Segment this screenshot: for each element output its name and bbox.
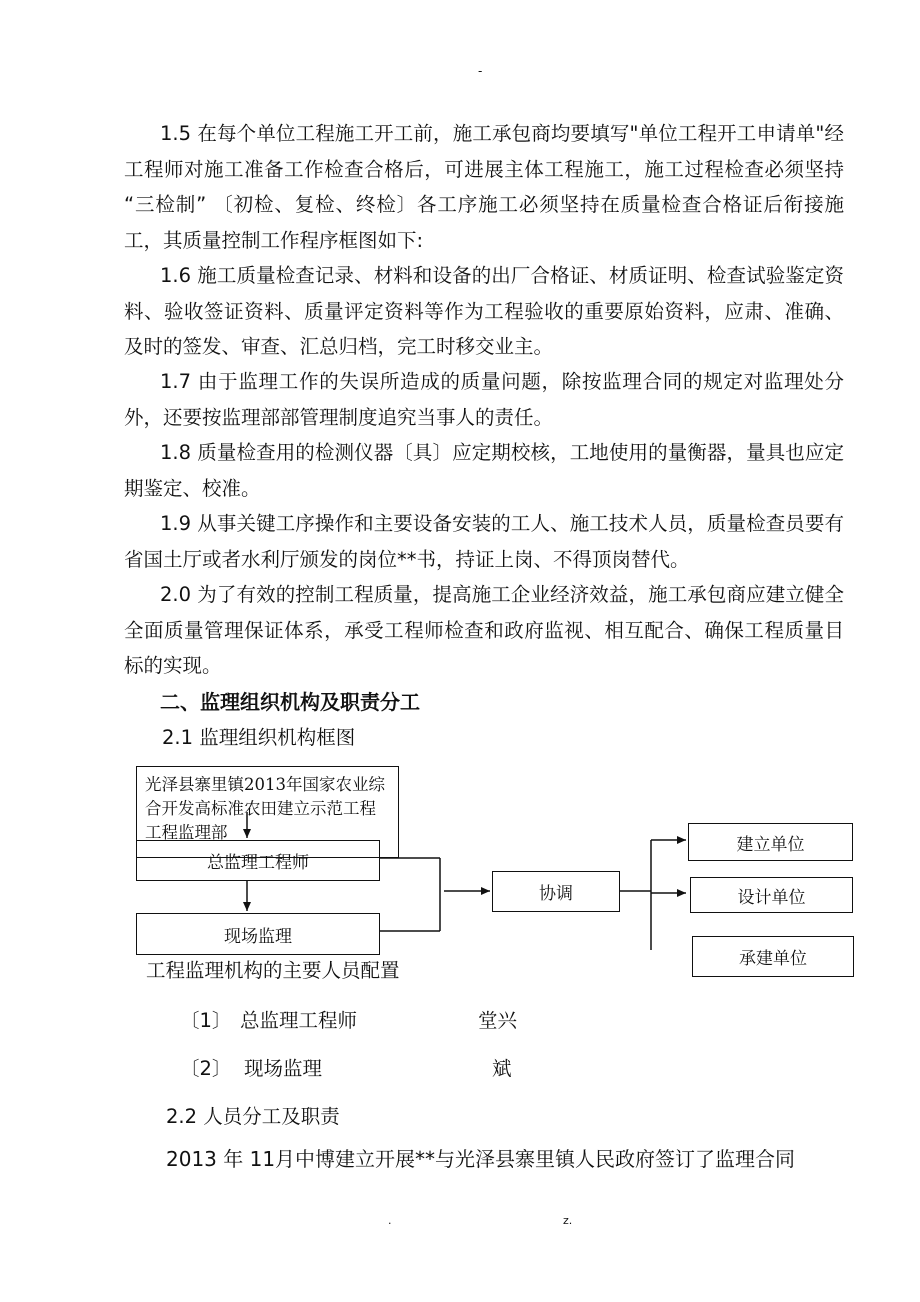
footer-right-mark: z. bbox=[563, 1214, 573, 1227]
unit-box-construction: 建立单位 bbox=[688, 823, 853, 861]
staff-2-role: 现场监理 bbox=[244, 1057, 323, 1080]
unit-box-design: 设计单位 bbox=[690, 877, 853, 913]
staff-1-index: 〔1〕 bbox=[180, 1009, 232, 1032]
contract-line: 2013 年 11月中博建立开展**与光泽县寨里镇人民政府签订了监理合同 bbox=[166, 1147, 796, 1171]
chief-engineer-box: 总监理工程师 bbox=[136, 840, 380, 881]
staff-2-index: 〔2〕 bbox=[180, 1057, 232, 1080]
section-heading: 二、监理组织机构及职责分工 bbox=[160, 690, 420, 714]
subsection-2-1-title: 2.1 监理组织机构框图 bbox=[162, 726, 356, 749]
staffing-title: 工程监理机构的主要人员配置 bbox=[146, 959, 400, 982]
site-supervisor-box: 现场监理 bbox=[136, 913, 380, 955]
paragraph-1-7: 1.7 由于监理工作的失误所造成的质量问题，除按监理合同的规定对监理处分外，还要按监理部部管理制度追究当事人的责任。 bbox=[124, 370, 844, 429]
paragraph-1-8: 1.8 质量检查用的检测仪器〔具〕应定期校核，工地使用的量衡器，量具也应定期鉴定、校准。 bbox=[124, 441, 844, 500]
paragraph-1-9: 1.9 从事关键工序操作和主要设备安装的工人、施工技术人员，质量检查员要有省国土厅或者水利厅颁发的岗位**书，持证上岗、不得顶岗替代。 bbox=[124, 512, 844, 571]
paragraph-1-6: 1.6 施工质量检查记录、材料和设备的出厂合格证、材质证明、检查试验鉴定资料、验收签证资料、质量评定资料等作为工程验收的重要原始资料，应肃、准确、及时的签发、审查、汇总归档，完工时移交业主。 bbox=[124, 264, 844, 358]
paragraph-2-0: 2.0 为了有效的控制工程质量，提高施工企业经济效益，施工承包商应建立健全全面质量管理保证体系，承受工程师检查和政府监视、相互配合、确保工程质量目标的实现。 bbox=[124, 583, 844, 677]
coordination-box: 协调 bbox=[492, 871, 620, 912]
page-header-mark: - bbox=[478, 64, 483, 78]
paragraph-1-5: 1.5 在每个单位工程施工开工前，施工承包商均要填写"单位工程开工申请单"经工程师对施工准备工作检查合格后，可进展主体工程施工，施工过程检查必须坚持 “三检制” 〔初检、复检、终检〕各工序施工必须坚持在质量检查合格证后衔接施工，其质量控制工作程序框图如下: bbox=[124, 122, 844, 252]
unit-box-contractor: 承建单位 bbox=[692, 936, 854, 977]
subsection-2-2-title: 2.2 人员分工及职责 bbox=[166, 1105, 340, 1128]
staff-1-name: 堂兴 bbox=[478, 1009, 518, 1032]
project-department-box: 光泽县寨里镇2013年国家农业综合开发高标准农田建立示范工程工程监理部 bbox=[136, 766, 399, 858]
staff-2-name: 斌 bbox=[492, 1057, 512, 1080]
footer-left-mark: . bbox=[388, 1214, 392, 1227]
staff-1-role: 总监理工程师 bbox=[240, 1009, 358, 1032]
